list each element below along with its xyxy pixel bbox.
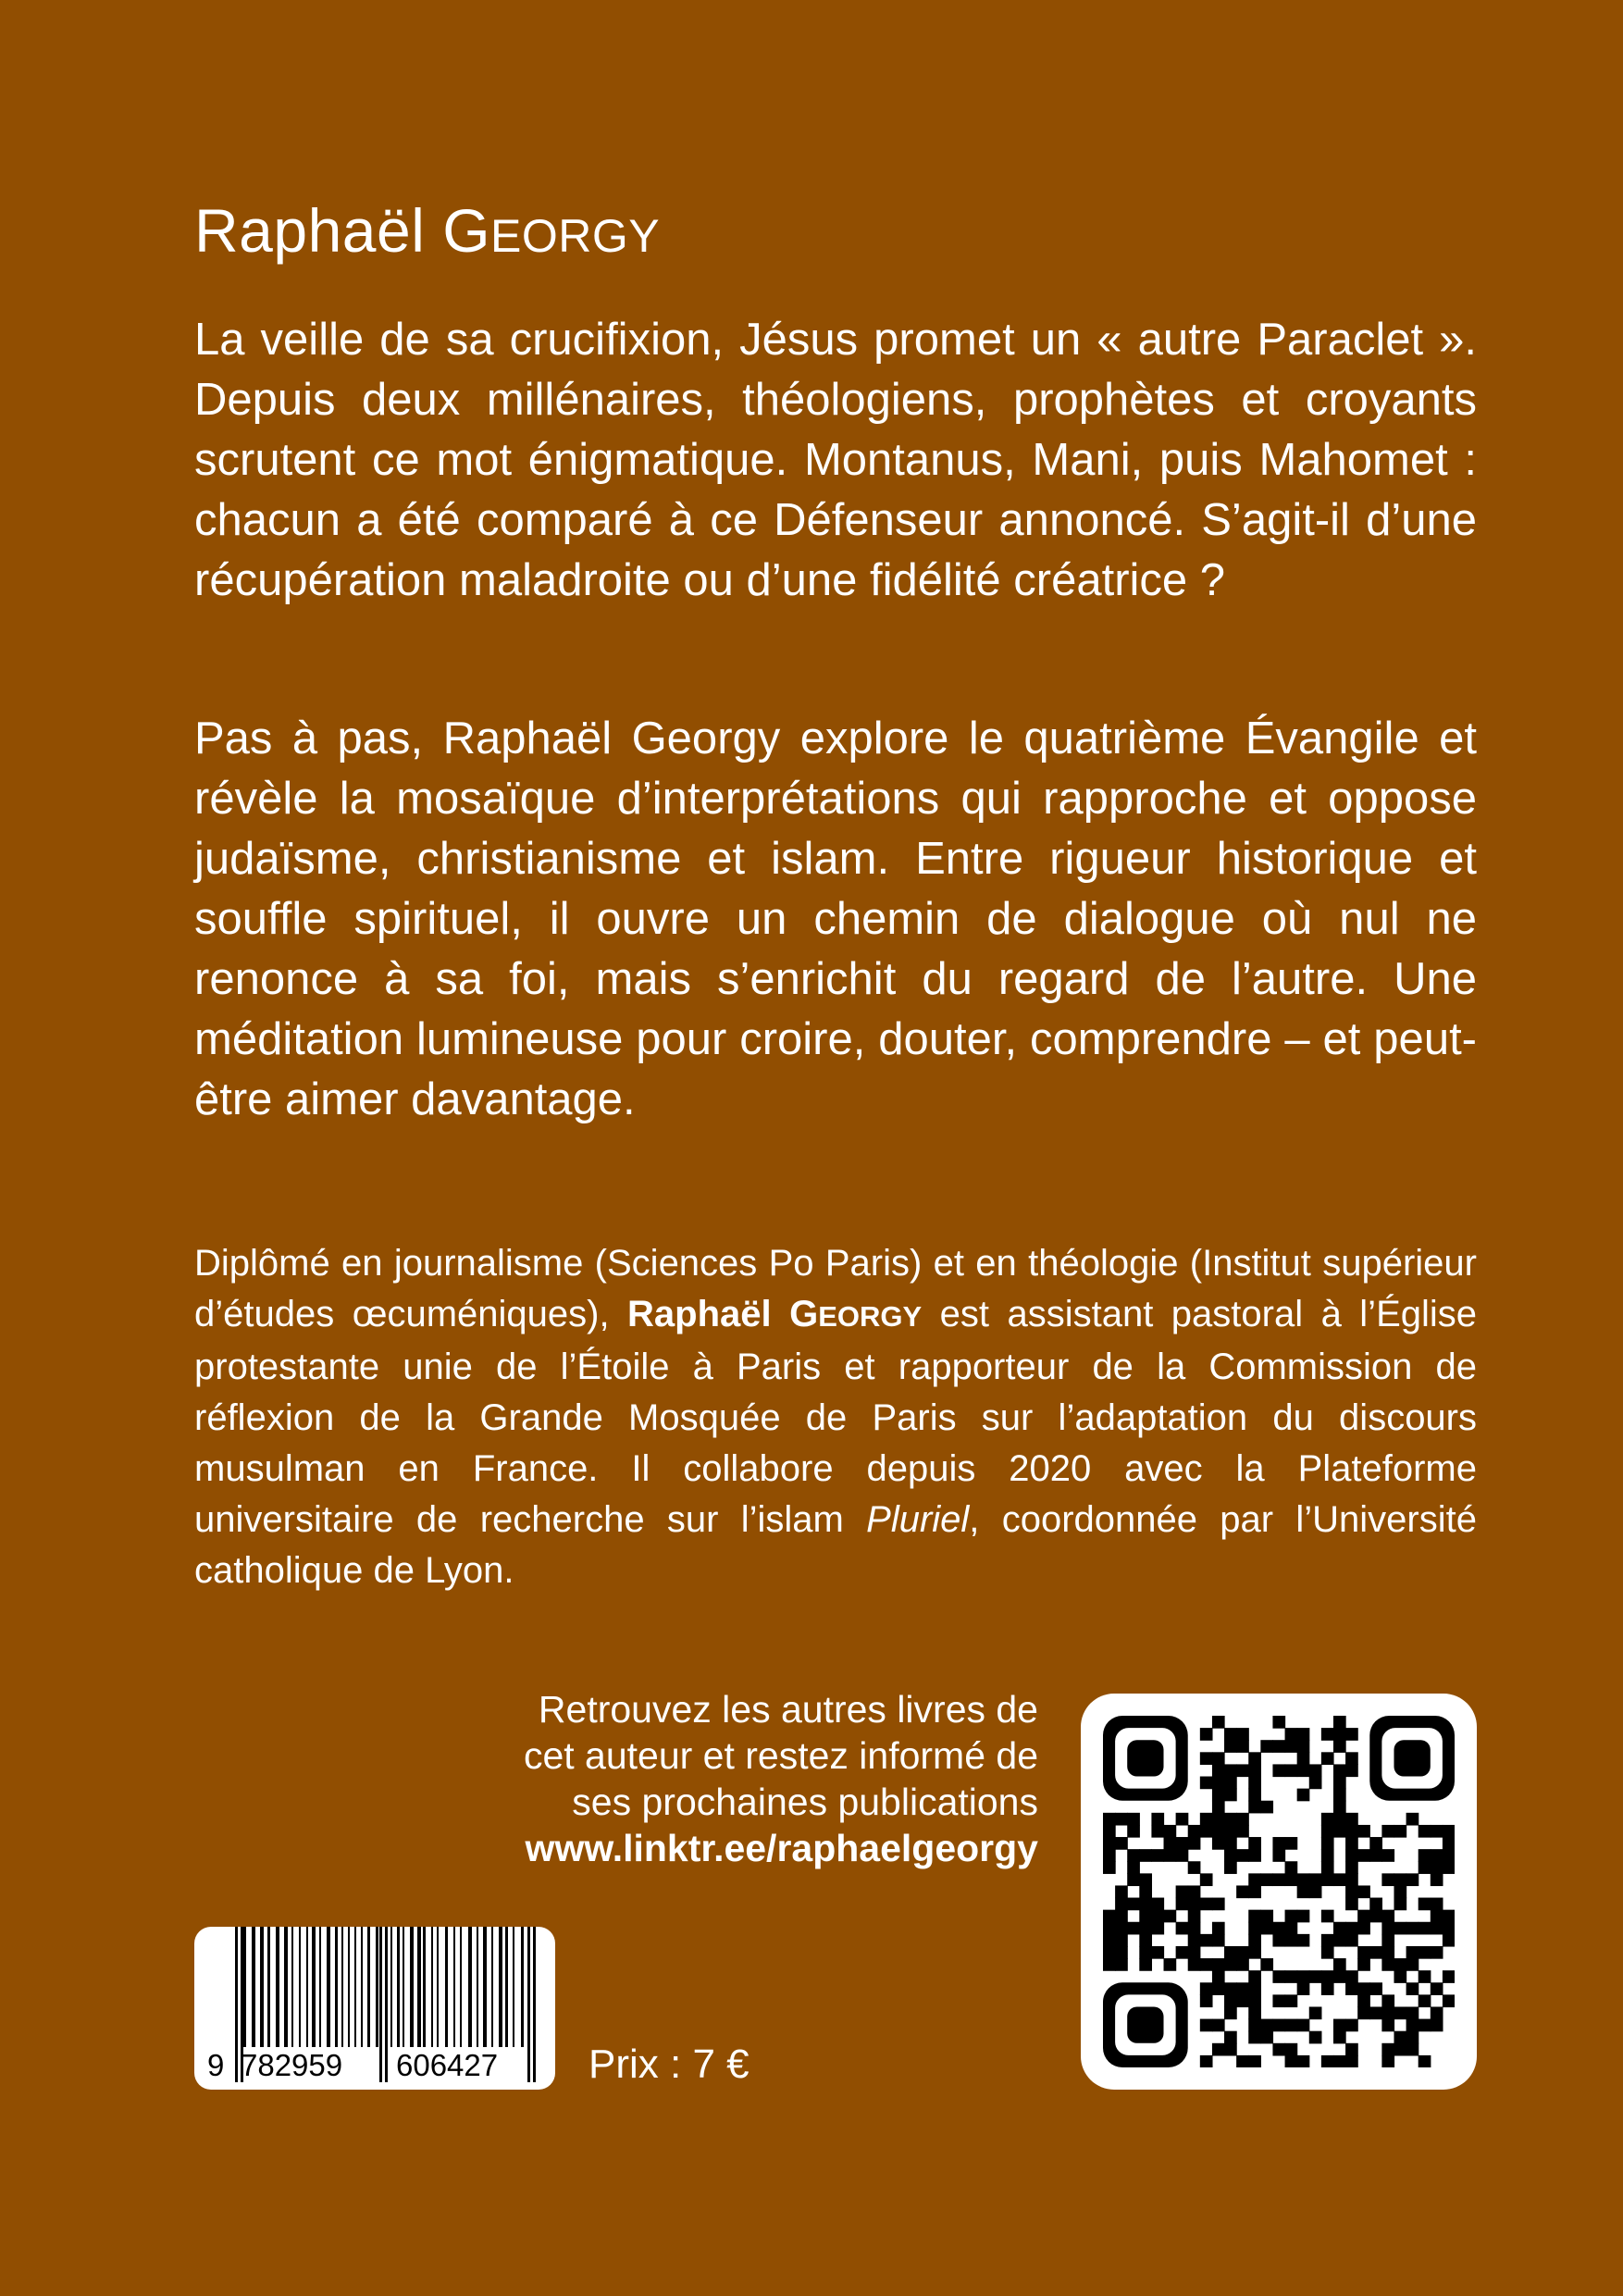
promo-line-1: Retrouvez les autres livres de (538, 1688, 1038, 1731)
bio-name-rest: EORGY (818, 1300, 923, 1333)
author-last-rest: EORGY (490, 210, 661, 262)
bio-middle: est assistant pastoral à l’Église protestante unie de l’Étoile à Paris et rapporteur de la Commission de réflexion de la Grande Mosquée de Paris sur l’adaptation du discours musulman en France. Il collabore depuis 2020 avec la Plateforme universitaire de recherche sur l’islam (194, 1294, 1478, 1540)
barcode-icon (194, 1927, 555, 2090)
isbn-digits (194, 2047, 555, 2084)
promo-line-2: cet auteur et restez informé de (523, 1734, 1038, 1777)
bio-name-first: Raphaël (627, 1294, 790, 1334)
qr-code-icon[interactable] (1081, 1694, 1477, 2090)
price-label: Prix : 7 € (588, 2042, 750, 2087)
author-name-heading (194, 194, 660, 267)
author-bio (194, 1238, 1477, 1596)
blurb-paragraph-2: Pas à pas, Raphaël Georgy explore le quatrième Évangile et révèle la mosaïque d’interprétations qui rapproche et oppose judaïsme, christianisme et islam. Entre rigueur historique et souffle spirituel, il ouvre un chemin de dialogue où nul ne renonce à sa foi, mais s’enrichit du regard de l’autre. Une méditation lumineuse pour croire, douter, comprendre – et peut-être aimer davantage. (194, 714, 1477, 1124)
bio-name-initial: G (789, 1294, 819, 1334)
promo-text (398, 1686, 1038, 1871)
promo-line-3: ses prochaines publications (572, 1781, 1038, 1823)
bio-italic-title: Pluriel (866, 1499, 970, 1540)
bio-intro: Diplômé en journalisme (Sciences Po Paris) et en théologie (Institut supérieur d’études œcuméniques), (194, 1243, 1477, 1334)
bio-author-name (627, 1294, 922, 1334)
author-first-name: Raphaël (194, 196, 426, 265)
qr-code-graphic (1103, 1716, 1455, 2067)
isbn-group-2: 606427 (396, 2048, 499, 2082)
bio-end: , coordonnée par l’Université catholique de Lyon. (194, 1499, 1477, 1591)
isbn-first-digit: 9 (207, 2048, 225, 2082)
author-last-initial: G (442, 196, 491, 265)
blurb-paragraph-1: La veille de sa crucifixion, Jésus promet un « autre Paraclet ». Depuis deux millénaires, théologiens, prophètes et croyants scrutent ce mot énigmatique. Montanus, Mani, puis Mahomet : chacun a été comparé à ce Défenseur annoncé. S’agit-il d’une récupération maladroite ou d’une fidélité créatrice ? (194, 315, 1477, 605)
isbn-group-1: 782959 (241, 2048, 343, 2082)
promo-url-link[interactable]: www.linktr.ee/raphaelgeorgy (525, 1827, 1038, 1869)
